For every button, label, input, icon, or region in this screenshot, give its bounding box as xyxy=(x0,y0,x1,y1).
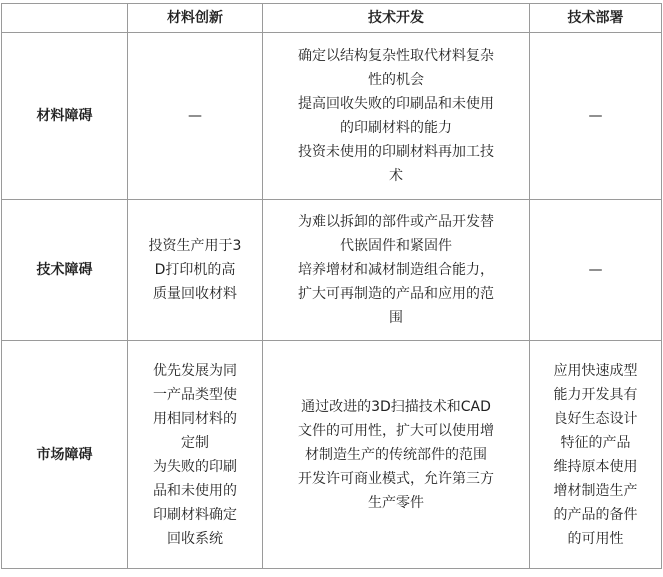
cell-technology-deployment: — xyxy=(530,33,662,200)
header-material-innovation: 材料创新 xyxy=(128,4,263,33)
cell-technology-deployment: — xyxy=(530,200,662,341)
table-row xyxy=(2,200,662,341)
cell-material-innovation: 优先发展为同 一产品类型使 用相同材料的 定制 为失败的印刷 品和未使用的 印刷材料确定 回收系统 xyxy=(128,341,263,569)
cell-material-innovation: — xyxy=(128,33,263,200)
cell-technology-deployment: 应用快速成型 能力开发具有 良好生态设计 特征的产品 维持原本使用 增材制造生产 的产品的备件 的可用性 xyxy=(530,341,662,569)
row-label-market-barrier: 市场障碍 xyxy=(2,341,128,569)
row-label-technology-barrier: 技术障碍 xyxy=(2,200,128,341)
row-label-material-barrier: 材料障碍 xyxy=(2,33,128,200)
cell-material-innovation: 投资生产用于3 D打印机的高 质量回收材料 xyxy=(128,200,263,341)
cell-technology-development: 为难以拆卸的部件或产品开发替 代嵌固件和紧固件 培养增材和减材制造组合能力， 扩大可再制造的产品和应用的范 围 xyxy=(263,200,530,341)
header-corner xyxy=(2,4,128,33)
barrier-table xyxy=(1,3,662,569)
header-row xyxy=(2,4,662,33)
header-technology-deployment: 技术部署 xyxy=(530,4,662,33)
table-row xyxy=(2,33,662,200)
cell-technology-development: 确定以结构复杂性取代材料复杂 性的机会 提高回收失败的印刷品和未使用 的印刷材料的能力 投资未使用的印刷材料再加工技 术 xyxy=(263,33,530,200)
header-technology-development: 技术开发 xyxy=(263,4,530,33)
cell-technology-development: 通过改进的3D扫描技术和CAD 文件的可用性，扩大可以使用增 材制造生产的传统部件的范围 开发许可商业模式，允许第三方 生产零件 xyxy=(263,341,530,569)
table-row xyxy=(2,341,662,569)
